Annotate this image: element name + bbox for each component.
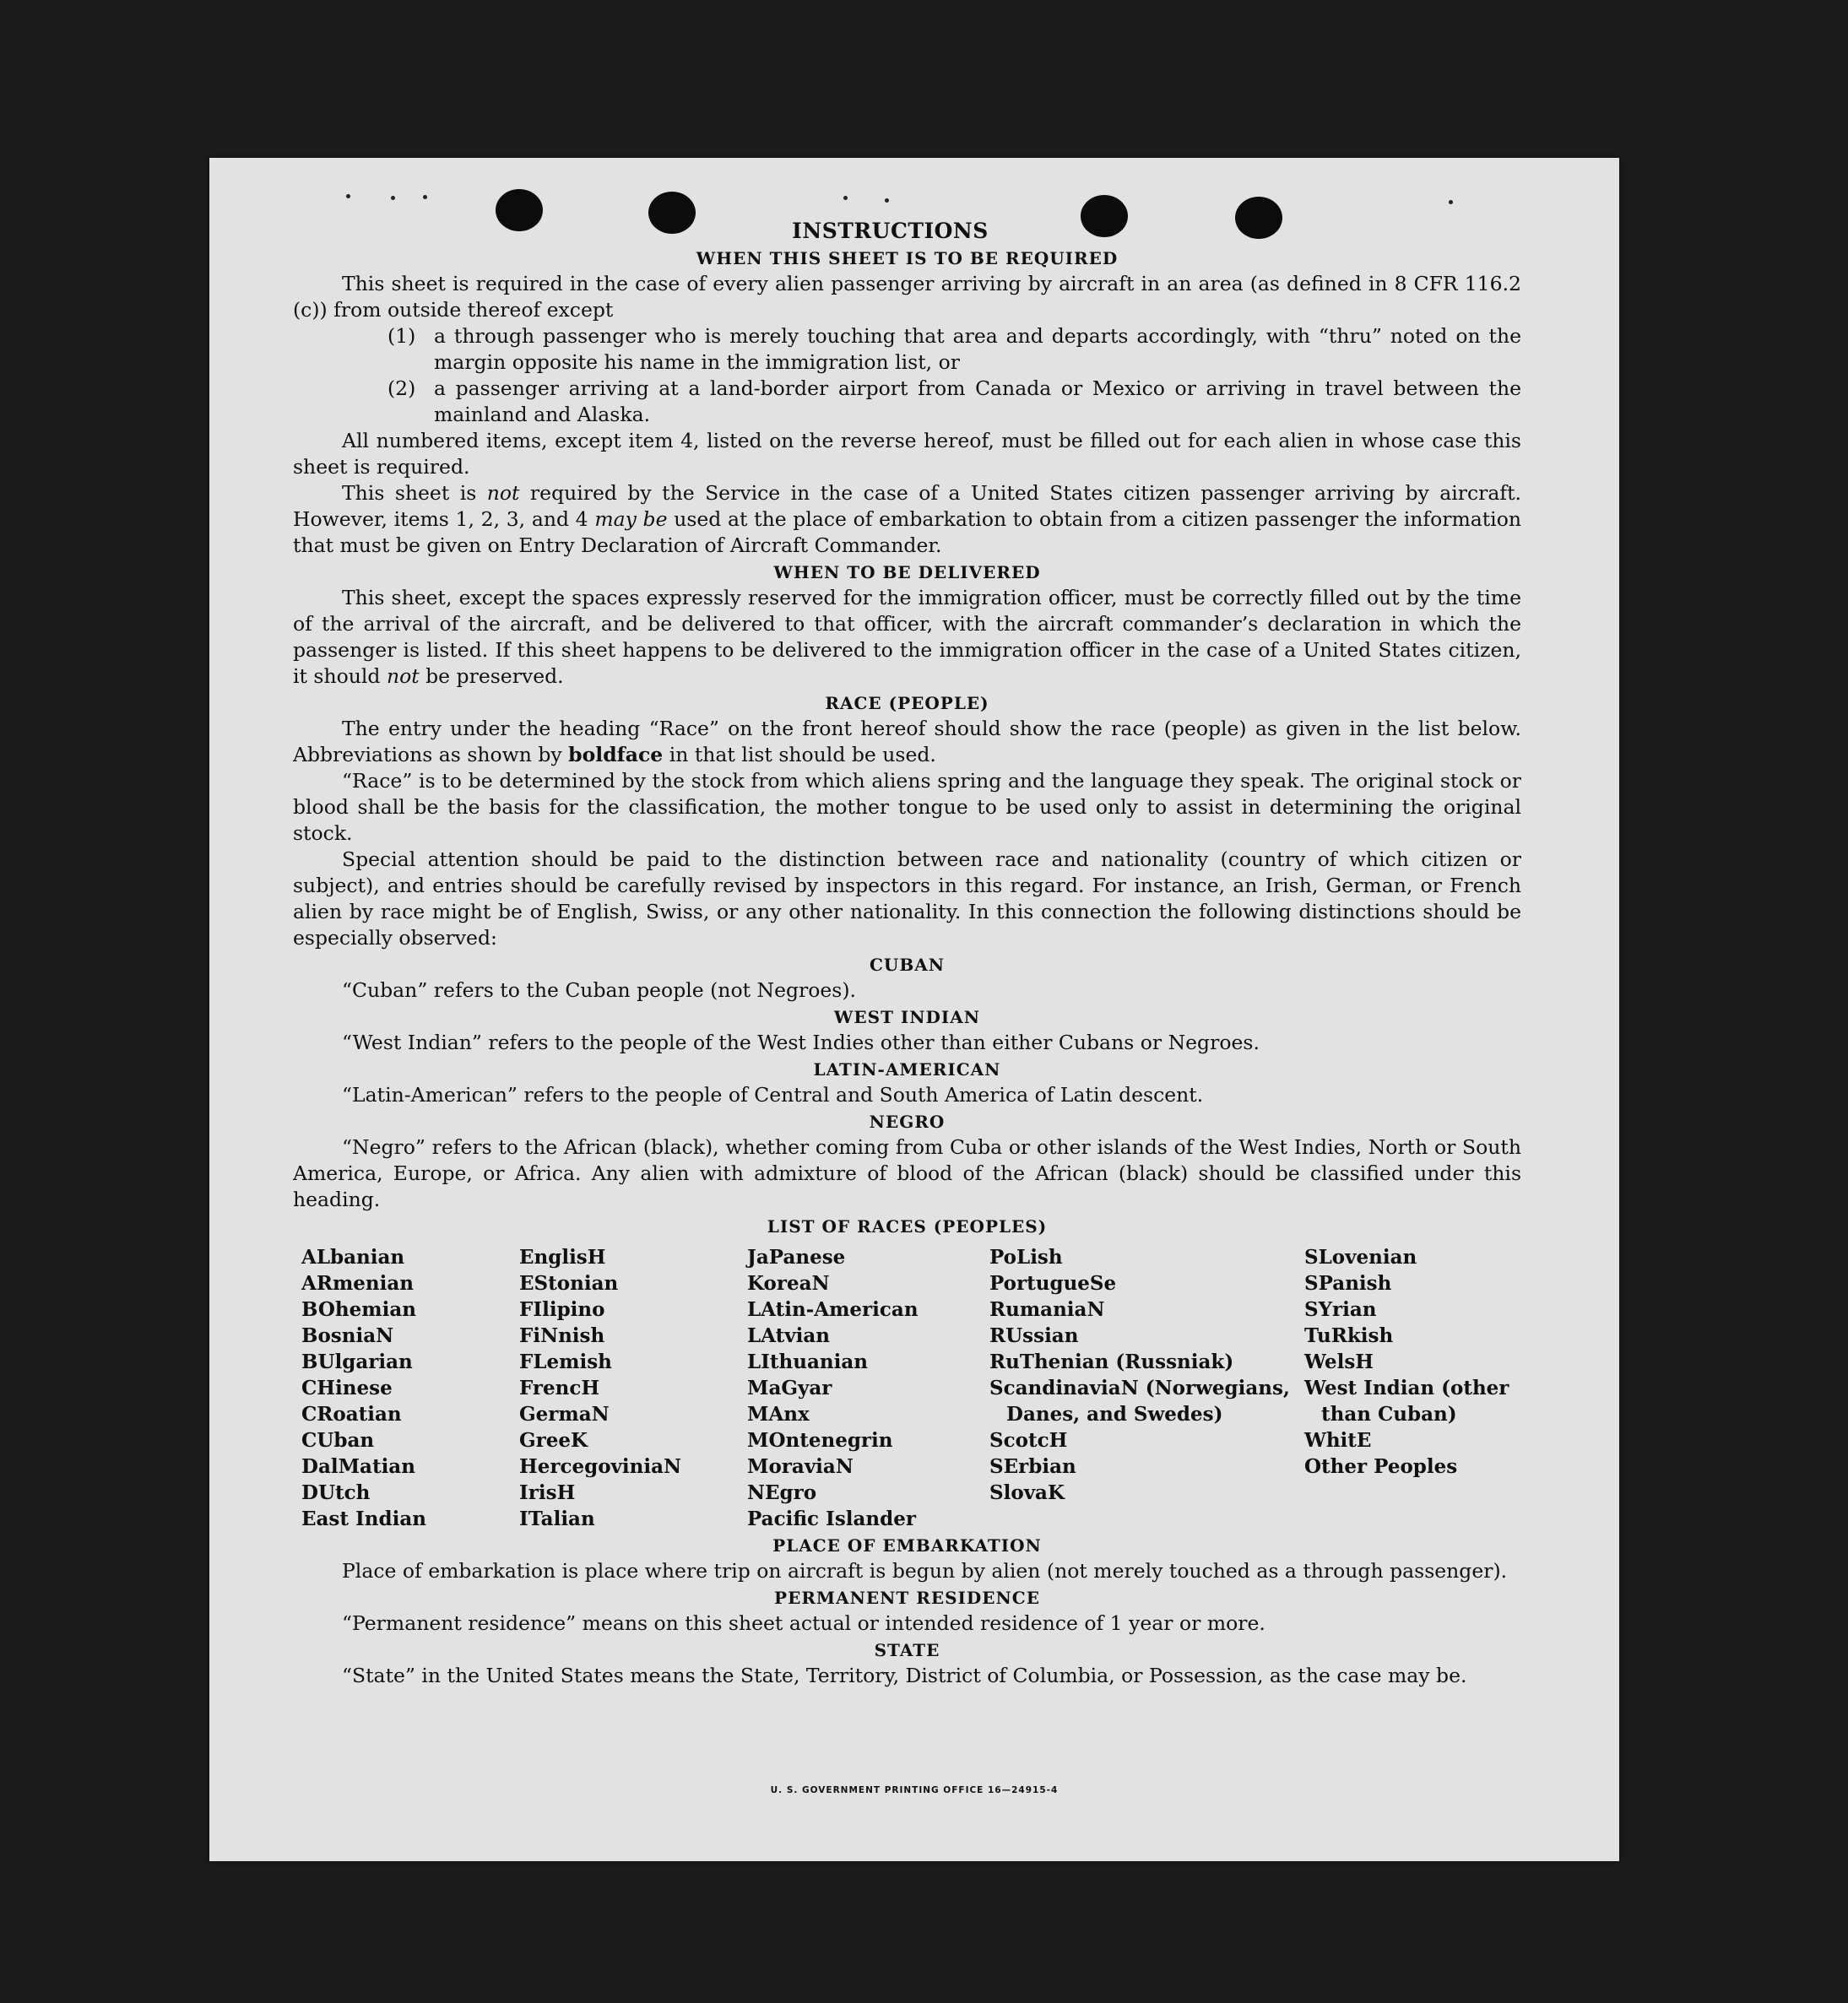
speck (885, 198, 889, 203)
paragraph (293, 585, 1521, 690)
list-item: FiNnish (519, 1324, 605, 1347)
speck (346, 194, 350, 198)
list-item: BUlgarian (301, 1351, 413, 1373)
text-run: The entry under the heading “Race” on the front hereof should show the race (people) as given in the list below. Abbreviations as shown by (293, 717, 1521, 766)
list-item: Other Peoples (1304, 1455, 1458, 1478)
list-item: SYrian (1304, 1298, 1377, 1321)
list-item: SlovaK (989, 1481, 1065, 1504)
printer-imprint: U. S. GOVERNMENT PRINTING OFFICE 16—24915-4 (770, 1785, 1059, 1795)
list-item: FLemish (519, 1351, 612, 1373)
list-item: JaPanese (747, 1246, 846, 1269)
list-item: RumaniaN (989, 1298, 1105, 1321)
list-item: LAtvian (747, 1324, 830, 1347)
paragraph: Special attention should be paid to the distinction between race and nationality (country of which citizen or subject), and entries should be carefully revised by inspectors in this regard. For instance, an Irish, German, or French alien by race might be of English, Swiss, or any other nationality. In this connection the following distinctions should be especially observed: (293, 847, 1521, 950)
list-item: MOntenegrin (747, 1429, 893, 1452)
text-run: This sheet, except the spaces expressly reserved for the immigration officer, must be correctly filled out by the time of the arrival of the aircraft, and be delivered to that officer, with the aircraft commander’s declaration in which the passenger is listed. If this sheet happens to be delivered to the immigration officer in the case of a United States citizen, it should (293, 586, 1521, 688)
races-column (519, 1244, 747, 1532)
page-title: INSTRUCTIONS (792, 219, 989, 243)
list-item: FIlipino (519, 1298, 605, 1321)
heading-state: STATE (874, 1640, 940, 1660)
speck (423, 195, 427, 199)
speck (1449, 200, 1453, 204)
emphasis: not (486, 481, 520, 505)
item-text: a through passenger who is merely touching that area and departs accordingly, with “thru” noted on the margin opposite his name in the immigration list, or (434, 324, 1521, 374)
heading-cuban: CUBAN (869, 955, 946, 975)
races-column (989, 1244, 1304, 1532)
list-item (387, 376, 1521, 428)
emphasis: may be (594, 507, 668, 531)
list-item: ScandinaviaN (Norwegians, Danes, and Swedes) (989, 1377, 1290, 1426)
list-item: LIthuanian (747, 1351, 868, 1373)
list-item: RUssian (989, 1324, 1079, 1347)
list-item: West Indian (other than Cuban) (1304, 1377, 1509, 1426)
list-item: PoLish (989, 1246, 1063, 1269)
list-item: SErbian (989, 1455, 1076, 1478)
list-item: FrencH (519, 1377, 600, 1399)
paragraph: Place of embarkation is place where trip on aircraft is begun by alien (not merely touched as a through passenger). (342, 1559, 1508, 1583)
text-run: in that list should be used. (663, 743, 936, 766)
paragraph: “State” in the United States means the State, Territory, District of Columbia, or Possession, as the case may be. (342, 1664, 1467, 1687)
list-item: PortugueSe (989, 1272, 1117, 1295)
text-run: be preserved. (419, 664, 564, 688)
list-item: EStonian (519, 1272, 619, 1295)
text-run: This sheet is (342, 481, 487, 505)
paragraph: “Latin-American” refers to the people of Central and South America of Latin descent. (342, 1083, 1204, 1107)
races-column (1304, 1244, 1532, 1532)
paragraph: “Permanent residence” means on this sheet actual or intended residence of 1 year or more. (342, 1611, 1265, 1635)
list-item: CUban (301, 1429, 375, 1452)
list-item: KoreaN (747, 1272, 830, 1295)
paragraph: This sheet is required in the case of every alien passenger arriving by aircraft in an area (as defined in 8 CFR 116.2 (c)) from outside thereof except (293, 272, 1521, 322)
paragraph: “Cuban” refers to the Cuban people (not Negroes). (342, 978, 857, 1002)
heading-list-of-races: LIST OF RACES (PEOPLES) (767, 1216, 1048, 1237)
paragraph: All numbered items, except item 4, listed on the reverse hereof, must be filled out for each alien in whose case this sheet is required. (293, 429, 1521, 479)
item-text: a passenger arriving at a land-border airport from Canada or Mexico or arriving in travel between the mainland and Alaska. (434, 376, 1521, 426)
list-item: SLovenian (1304, 1246, 1417, 1269)
heading-when-required: WHEN THIS SHEET IS TO BE REQUIRED (696, 248, 1119, 268)
list-item: DalMatian (301, 1455, 415, 1478)
list-item: SPanish (1304, 1272, 1392, 1295)
list-item: Pacific Islander (747, 1508, 916, 1530)
list-item: BOhemian (301, 1298, 416, 1321)
heading-west-indian: WEST INDIAN (833, 1007, 981, 1027)
list-item: IrisH (519, 1481, 576, 1504)
list-item: LAtin-American (747, 1298, 919, 1321)
list-item: EnglisH (519, 1246, 606, 1269)
list-item: RuThenian (Russniak) (989, 1351, 1234, 1373)
instructions-body (293, 218, 1521, 1689)
list-item: WhitE (1304, 1429, 1372, 1452)
item-number: (1) (387, 324, 416, 348)
paragraph: “Race” is to be determined by the stock from which aliens spring and the language they speak. The original stock or blood shall be the basis for the classification, the mother tongue to be used only to assist in determining the original stock. (293, 769, 1521, 845)
paragraph: “West Indian” refers to the people of the West Indies other than either Cubans or Negroes. (342, 1031, 1260, 1054)
paragraph: “Negro” refers to the African (black), whether coming from Cuba or other islands of the West Indies, North or South America, Europe, or Africa. Any alien with admixture of blood of the African (black) should be classified under this heading. (293, 1135, 1521, 1211)
list-item: GermaN (519, 1403, 610, 1426)
list-item: East Indian (301, 1508, 426, 1530)
speck (391, 196, 395, 200)
heading-negro: NEGRO (869, 1112, 946, 1132)
list-item: CRoatian (301, 1403, 402, 1426)
list-item: GreeK (519, 1429, 588, 1452)
list-item: ScotcH (989, 1429, 1068, 1452)
list-item: ARmenian (301, 1272, 415, 1295)
list-item: MAnx (747, 1403, 810, 1426)
speck (843, 196, 848, 200)
list-item: MoraviaN (747, 1455, 854, 1478)
races-column (301, 1244, 519, 1532)
heading-embarkation: PLACE OF EMBARKATION (772, 1535, 1042, 1556)
races-list (301, 1244, 1521, 1532)
emphasis: not (386, 664, 420, 688)
text-run: used at the place of embarkation to obtain from a citizen passenger the information that must be given on Entry Declaration of Aircraft Commander. (293, 507, 1521, 557)
heading-when-delivered: WHEN TO BE DELIVERED (773, 562, 1041, 582)
bold-text: boldface (568, 743, 664, 766)
heading-residence: PERMANENT RESIDENCE (774, 1588, 1040, 1608)
list-item: WelsH (1304, 1351, 1374, 1373)
list-item: BosniaN (301, 1324, 394, 1347)
item-number: (2) (387, 376, 416, 400)
list-item (387, 323, 1521, 376)
list-item: NEgro (747, 1481, 817, 1504)
list-item: DUtch (301, 1481, 371, 1504)
paragraph (293, 480, 1521, 559)
list-item: ITalian (519, 1508, 595, 1530)
list-item: TuRkish (1304, 1324, 1394, 1347)
heading-latin-american: LATIN-AMERICAN (813, 1059, 1001, 1080)
heading-race: RACE (PEOPLE) (825, 693, 989, 713)
list-item: MaGyar (747, 1377, 832, 1399)
text-run: required by the Service in the case of a United States citizen passenger arriving by aircraft. However, items 1, 2, 3, and 4 (293, 481, 1521, 531)
races-column (747, 1244, 989, 1532)
list-item: HercegoviniaN (519, 1455, 682, 1478)
document-page (209, 158, 1619, 1861)
list-item: ALbanian (301, 1246, 405, 1269)
list-item: CHinese (301, 1377, 393, 1399)
paragraph (293, 716, 1521, 768)
